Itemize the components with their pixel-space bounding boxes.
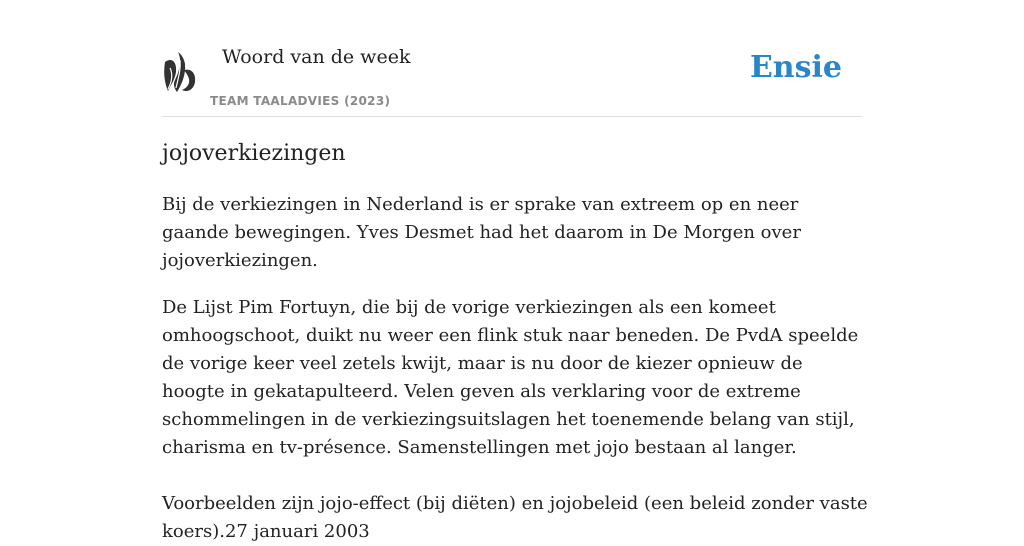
article-title: jojoverkiezingen [162,141,346,166]
leaf-logo-icon [162,48,198,96]
closing-line-date: koers).27 januari 2003 [162,521,370,542]
article-paragraph: Bij de verkiezingen in Nederland is er sprake van extreem op en neer gaande bewegingen. Yves Desmet had het daarom in De Morgen over jojoverkiezingen. [162,194,801,271]
section-title[interactable]: Woord van de week [222,46,411,68]
ensie-logo[interactable]: Ensie [749,50,842,85]
article-paragraph: De Lijst Pim Fortuyn, die bij de vorige verkiezingen als een komeet omhoogschoot, duikt nu weer een flink stuk naar beneden. De PvdA speelde de vorige keer veel zetels kwijt, maar is nu door de kiezer opnieuw de hoogte in gekatapulteerd. Velen geven als verklaring voor de extreme schommelingen in de verkiezingsuitslagen het toenemende belang van stijl, charisma en tv-présence. Samenstellingen met jojo bestaan al langer. [162,297,859,458]
author-byline: TEAM TAALADVIES (2023) [210,94,391,108]
article-body [162,138,868,546]
closing-line: Voorbeelden zijn jojo-effect (bij diëten) en jojobeleid (een beleid zonder vaste [162,493,868,514]
article-closing-paragraph [162,490,868,546]
article-header [162,38,862,117]
